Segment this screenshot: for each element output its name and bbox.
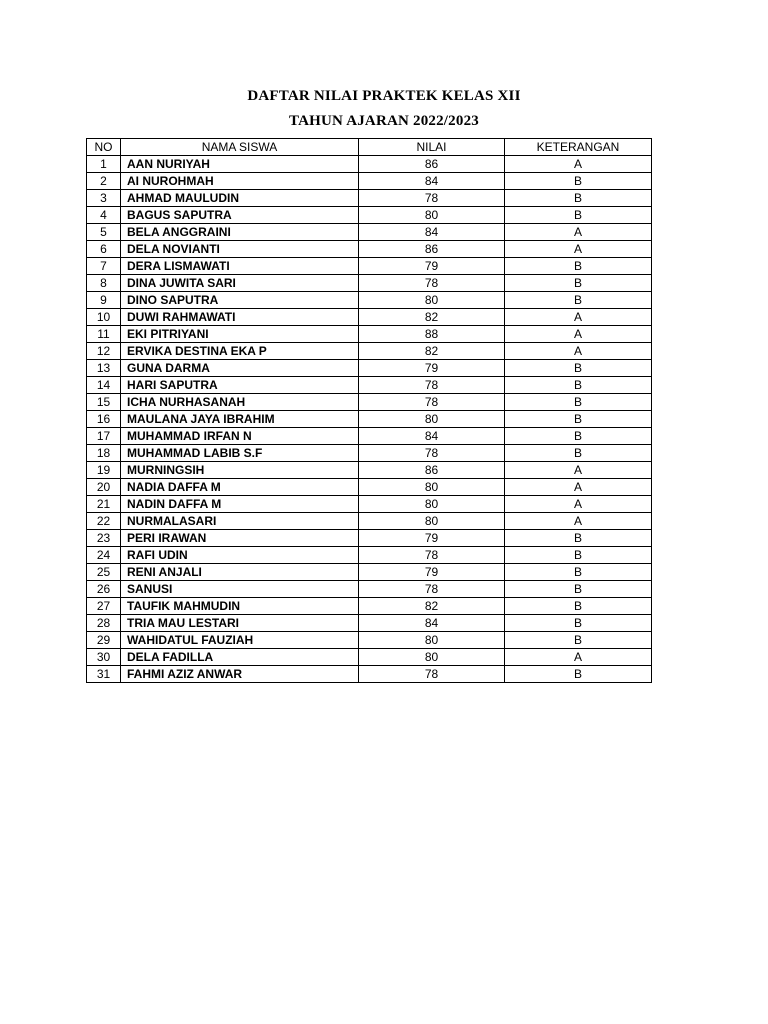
cell-no: 2 [87,173,121,190]
table-row [87,445,652,462]
table-row [87,564,652,581]
cell-nilai: 79 [359,530,505,547]
cell-keterangan: A [505,241,652,258]
cell-no: 20 [87,479,121,496]
cell-nilai: 78 [359,190,505,207]
cell-no: 5 [87,224,121,241]
cell-no: 22 [87,513,121,530]
cell-nama-siswa: MURNINGSIH [121,462,359,479]
cell-nama-siswa: MUHAMMAD LABIB S.F [121,445,359,462]
cell-keterangan: B [505,581,652,598]
cell-no: 28 [87,615,121,632]
cell-keterangan: A [505,462,652,479]
cell-nama-siswa: NADIA DAFFA M [121,479,359,496]
cell-nilai: 80 [359,207,505,224]
table-row [87,632,652,649]
cell-nilai: 78 [359,547,505,564]
table-row [87,530,652,547]
cell-nama-siswa: BELA ANGGRAINI [121,224,359,241]
table-row [87,666,652,683]
cell-no: 27 [87,598,121,615]
table-row [87,207,652,224]
cell-keterangan: B [505,615,652,632]
table-row [87,462,652,479]
cell-nama-siswa: GUNA DARMA [121,360,359,377]
cell-keterangan: B [505,394,652,411]
header-nama-siswa: NAMA SISWA [121,139,359,156]
cell-nama-siswa: RAFI UDIN [121,547,359,564]
table-row [87,615,652,632]
cell-nama-siswa: DELA NOVIANTI [121,241,359,258]
cell-keterangan: A [505,224,652,241]
table-row [87,581,652,598]
cell-nilai: 84 [359,615,505,632]
table-row [87,377,652,394]
cell-no: 12 [87,343,121,360]
cell-no: 23 [87,530,121,547]
cell-keterangan: B [505,564,652,581]
cell-keterangan: B [505,275,652,292]
table-row [87,224,652,241]
cell-no: 24 [87,547,121,564]
cell-nilai: 88 [359,326,505,343]
cell-nilai: 82 [359,343,505,360]
cell-keterangan: A [505,649,652,666]
cell-keterangan: B [505,666,652,683]
cell-nama-siswa: FAHMI AZIZ ANWAR [121,666,359,683]
cell-nilai: 84 [359,428,505,445]
cell-keterangan: B [505,598,652,615]
cell-nilai: 82 [359,598,505,615]
cell-keterangan: A [505,513,652,530]
cell-keterangan: B [505,190,652,207]
cell-nama-siswa: PERI IRAWAN [121,530,359,547]
table-row [87,649,652,666]
cell-nilai: 80 [359,513,505,530]
cell-no: 13 [87,360,121,377]
table-row [87,258,652,275]
cell-keterangan: A [505,326,652,343]
cell-nama-siswa: DINA JUWITA SARI [121,275,359,292]
cell-nilai: 86 [359,241,505,258]
cell-keterangan: B [505,360,652,377]
cell-keterangan: B [505,632,652,649]
table-row [87,479,652,496]
table-row [87,292,652,309]
table-row [87,496,652,513]
cell-nama-siswa: NADIN DAFFA M [121,496,359,513]
cell-keterangan: B [505,445,652,462]
cell-keterangan: B [505,428,652,445]
cell-nilai: 86 [359,462,505,479]
table-row [87,343,652,360]
cell-keterangan: B [505,258,652,275]
cell-no: 19 [87,462,121,479]
table-row [87,513,652,530]
cell-nilai: 80 [359,632,505,649]
header-keterangan: KETERANGAN [505,139,652,156]
cell-nilai: 80 [359,411,505,428]
cell-nama-siswa: AI NUROHMAH [121,173,359,190]
cell-nilai: 79 [359,258,505,275]
cell-nilai: 78 [359,275,505,292]
table-row [87,241,652,258]
cell-no: 3 [87,190,121,207]
cell-no: 8 [87,275,121,292]
table-header-row [87,139,652,156]
cell-nama-siswa: MAULANA JAYA IBRAHIM [121,411,359,428]
table-row [87,411,652,428]
cell-keterangan: A [505,496,652,513]
cell-keterangan: B [505,411,652,428]
cell-no: 7 [87,258,121,275]
cell-nilai: 86 [359,156,505,173]
cell-nama-siswa: MUHAMMAD IRFAN N [121,428,359,445]
grades-table-body [87,156,652,683]
cell-nama-siswa: ERVIKA DESTINA EKA P [121,343,359,360]
cell-no: 15 [87,394,121,411]
table-row [87,598,652,615]
cell-no: 9 [87,292,121,309]
cell-nama-siswa: AHMAD MAULUDIN [121,190,359,207]
cell-nama-siswa: BAGUS SAPUTRA [121,207,359,224]
cell-nama-siswa: ICHA NURHASANAH [121,394,359,411]
cell-nilai: 78 [359,377,505,394]
cell-keterangan: B [505,530,652,547]
cell-nama-siswa: HARI SAPUTRA [121,377,359,394]
cell-no: 16 [87,411,121,428]
cell-no: 30 [87,649,121,666]
cell-nama-siswa: TAUFIK MAHMUDIN [121,598,359,615]
cell-keterangan: A [505,156,652,173]
cell-no: 14 [87,377,121,394]
cell-nilai: 78 [359,394,505,411]
table-row [87,394,652,411]
cell-nilai: 78 [359,666,505,683]
cell-nama-siswa: AAN NURIYAH [121,156,359,173]
document-title: DAFTAR NILAI PRAKTEK KELAS XII [247,88,521,104]
cell-nilai: 78 [359,581,505,598]
cell-keterangan: A [505,479,652,496]
cell-nilai: 79 [359,360,505,377]
cell-nilai: 80 [359,496,505,513]
table-row [87,428,652,445]
cell-nama-siswa: DINO SAPUTRA [121,292,359,309]
cell-nama-siswa: RENI ANJALI [121,564,359,581]
cell-no: 18 [87,445,121,462]
cell-no: 1 [87,156,121,173]
cell-nama-siswa: NURMALASARI [121,513,359,530]
header-no: NO [87,139,121,156]
cell-nama-siswa: WAHIDATUL FAUZIAH [121,632,359,649]
cell-nama-siswa: DERA LISMAWATI [121,258,359,275]
table-row [87,326,652,343]
cell-keterangan: A [505,309,652,326]
grades-table [86,138,652,683]
cell-nama-siswa: DELA FADILLA [121,649,359,666]
cell-nilai: 84 [359,173,505,190]
cell-no: 26 [87,581,121,598]
cell-no: 31 [87,666,121,683]
cell-nama-siswa: TRIA MAU LESTARI [121,615,359,632]
cell-nama-siswa: SANUSI [121,581,359,598]
cell-nilai: 82 [359,309,505,326]
cell-no: 21 [87,496,121,513]
cell-no: 4 [87,207,121,224]
table-row [87,275,652,292]
cell-no: 25 [87,564,121,581]
cell-nilai: 80 [359,649,505,666]
document-subtitle: TAHUN AJARAN 2022/2023 [289,113,479,129]
cell-nilai: 80 [359,292,505,309]
cell-nilai: 79 [359,564,505,581]
cell-no: 11 [87,326,121,343]
cell-nilai: 78 [359,445,505,462]
cell-nama-siswa: EKI PITRIYANI [121,326,359,343]
table-row [87,190,652,207]
table-row [87,156,652,173]
table-row [87,309,652,326]
cell-keterangan: A [505,343,652,360]
cell-no: 29 [87,632,121,649]
table-row [87,173,652,190]
cell-keterangan: B [505,547,652,564]
cell-no: 10 [87,309,121,326]
cell-nilai: 80 [359,479,505,496]
cell-keterangan: B [505,292,652,309]
cell-keterangan: B [505,207,652,224]
cell-no: 6 [87,241,121,258]
cell-keterangan: B [505,377,652,394]
cell-nilai: 84 [359,224,505,241]
table-row [87,360,652,377]
cell-nama-siswa: DUWI RAHMAWATI [121,309,359,326]
cell-keterangan: B [505,173,652,190]
header-nilai: NILAI [359,139,505,156]
cell-no: 17 [87,428,121,445]
table-row [87,547,652,564]
